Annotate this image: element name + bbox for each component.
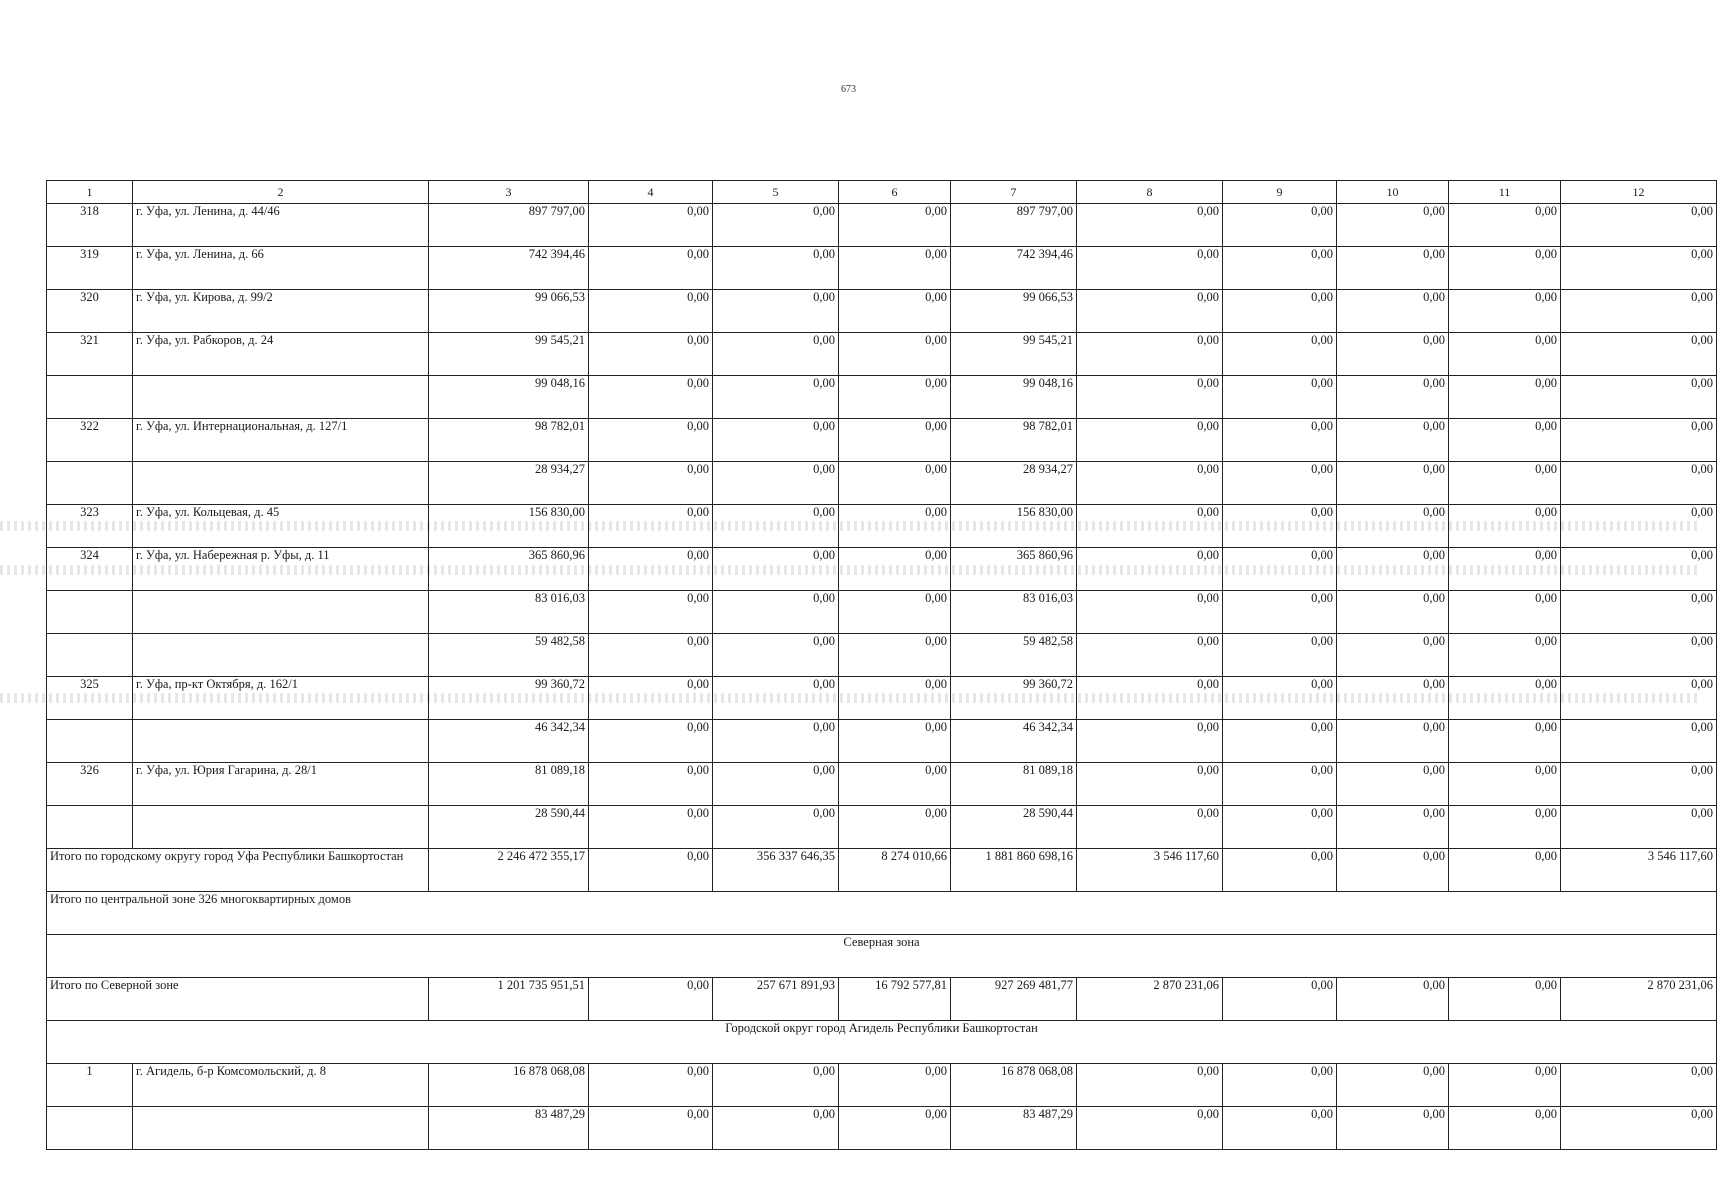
- amount-cell: 0,00: [1223, 333, 1337, 376]
- row-number-cell: 322: [47, 419, 133, 462]
- total-amount-cell: 2 246 472 355,17: [429, 849, 589, 892]
- amount-cell: 0,00: [839, 376, 951, 419]
- amount-cell: 0,00: [1449, 290, 1561, 333]
- amount-cell: 0,00: [589, 1064, 713, 1107]
- table-row: [47, 290, 1717, 333]
- amount-cell: 0,00: [1223, 720, 1337, 763]
- row-number-cell: [47, 720, 133, 763]
- address-cell: г. Уфа, ул. Ленина, д. 66: [133, 247, 429, 290]
- amount-cell: 0,00: [1449, 419, 1561, 462]
- amount-cell: 0,00: [839, 333, 951, 376]
- section-heading-row: [47, 935, 1717, 978]
- amount-cell: 0,00: [1449, 634, 1561, 677]
- table-row-continuation: [47, 462, 1717, 505]
- amount-cell: 0,00: [839, 505, 951, 548]
- amount-cell: 0,00: [1449, 247, 1561, 290]
- amount-cell: 0,00: [589, 677, 713, 720]
- column-number: 2: [133, 181, 429, 204]
- column-number: 11: [1449, 181, 1561, 204]
- column-number: 4: [589, 181, 713, 204]
- column-number: 1: [47, 181, 133, 204]
- amount-cell: 0,00: [1077, 677, 1223, 720]
- row-number-cell: 324: [47, 548, 133, 591]
- register-sheet: [46, 180, 1713, 1150]
- address-cell: [133, 634, 429, 677]
- table-row: [47, 1064, 1717, 1107]
- table-row-continuation: [47, 591, 1717, 634]
- amount-cell: 0,00: [1449, 677, 1561, 720]
- amount-cell: 365 860,96: [429, 548, 589, 591]
- amount-cell: 98 782,01: [429, 419, 589, 462]
- amount-cell: 0,00: [1449, 591, 1561, 634]
- total-amount-cell: 16 792 577,81: [839, 978, 951, 1021]
- amount-cell: 0,00: [1337, 634, 1449, 677]
- amount-cell: 897 797,00: [951, 204, 1077, 247]
- amount-cell: 16 878 068,08: [951, 1064, 1077, 1107]
- amount-cell: 0,00: [713, 376, 839, 419]
- amount-cell: 0,00: [713, 1064, 839, 1107]
- amount-cell: 0,00: [713, 634, 839, 677]
- row-number-cell: [47, 591, 133, 634]
- amount-cell: 83 016,03: [429, 591, 589, 634]
- total-amount-cell: 0,00: [1223, 849, 1337, 892]
- row-number-cell: 320: [47, 290, 133, 333]
- amount-cell: 0,00: [1223, 1107, 1337, 1150]
- amount-cell: 0,00: [839, 462, 951, 505]
- total-amount-cell: 1 201 735 951,51: [429, 978, 589, 1021]
- amount-cell: 0,00: [589, 333, 713, 376]
- column-number-row: [47, 181, 1717, 204]
- total-amount-cell: 1 881 860 698,16: [951, 849, 1077, 892]
- amount-cell: 0,00: [713, 763, 839, 806]
- address-cell: [133, 376, 429, 419]
- amount-cell: 0,00: [1077, 376, 1223, 419]
- amount-cell: 0,00: [839, 720, 951, 763]
- amount-cell: 99 545,21: [429, 333, 589, 376]
- amount-cell: 0,00: [1449, 376, 1561, 419]
- amount-cell: 0,00: [1561, 806, 1717, 849]
- table-row: [47, 204, 1717, 247]
- table-row-continuation: [47, 634, 1717, 677]
- amount-cell: 0,00: [1449, 204, 1561, 247]
- row-number-cell: 321: [47, 333, 133, 376]
- amount-cell: 0,00: [1337, 462, 1449, 505]
- zone-summary-row: [47, 892, 1717, 935]
- table-row: [47, 419, 1717, 462]
- row-number-cell: [47, 634, 133, 677]
- amount-cell: 0,00: [1337, 591, 1449, 634]
- address-cell: г. Уфа, ул. Набережная р. Уфы, д. 11: [133, 548, 429, 591]
- amount-cell: 81 089,18: [429, 763, 589, 806]
- amount-cell: 0,00: [1561, 634, 1717, 677]
- total-amount-cell: 0,00: [589, 978, 713, 1021]
- amount-cell: 0,00: [1561, 720, 1717, 763]
- table-row: [47, 677, 1717, 720]
- amount-cell: 0,00: [1077, 204, 1223, 247]
- total-amount-cell: 0,00: [589, 849, 713, 892]
- amount-cell: 0,00: [1337, 333, 1449, 376]
- total-amount-cell: 2 870 231,06: [1561, 978, 1717, 1021]
- total-amount-cell: 257 671 891,93: [713, 978, 839, 1021]
- amount-cell: 0,00: [589, 806, 713, 849]
- amount-cell: 0,00: [1223, 1064, 1337, 1107]
- row-number-cell: 1: [47, 1064, 133, 1107]
- total-row: [47, 978, 1717, 1021]
- amount-cell: 0,00: [839, 634, 951, 677]
- column-number: 8: [1077, 181, 1223, 204]
- amount-cell: 0,00: [589, 591, 713, 634]
- amount-cell: 0,00: [1077, 419, 1223, 462]
- amount-cell: 0,00: [589, 548, 713, 591]
- amount-cell: 0,00: [1337, 505, 1449, 548]
- amount-cell: 99 048,16: [429, 376, 589, 419]
- amount-cell: 0,00: [1561, 548, 1717, 591]
- amount-cell: 0,00: [1077, 634, 1223, 677]
- amount-cell: 0,00: [1449, 462, 1561, 505]
- amount-cell: 28 934,27: [429, 462, 589, 505]
- amount-cell: 0,00: [1449, 1064, 1561, 1107]
- amount-cell: 0,00: [1449, 333, 1561, 376]
- column-number: 3: [429, 181, 589, 204]
- address-cell: г. Уфа, ул. Рабкоров, д. 24: [133, 333, 429, 376]
- amount-cell: 0,00: [589, 634, 713, 677]
- total-amount-cell: 356 337 646,35: [713, 849, 839, 892]
- amount-cell: 0,00: [1077, 720, 1223, 763]
- row-number-cell: [47, 1107, 133, 1150]
- table-row-continuation: [47, 1107, 1717, 1150]
- amount-cell: 0,00: [589, 376, 713, 419]
- amount-cell: 0,00: [839, 290, 951, 333]
- amount-cell: 99 066,53: [951, 290, 1077, 333]
- amount-cell: 46 342,34: [951, 720, 1077, 763]
- amount-cell: 0,00: [713, 548, 839, 591]
- amount-cell: 83 487,29: [951, 1107, 1077, 1150]
- amount-cell: 0,00: [1337, 806, 1449, 849]
- address-cell: г. Уфа, ул. Кирова, д. 99/2: [133, 290, 429, 333]
- address-cell: г. Уфа, ул. Кольцевая, д. 45: [133, 505, 429, 548]
- row-number-cell: [47, 376, 133, 419]
- amount-cell: 0,00: [1449, 763, 1561, 806]
- amount-cell: 0,00: [839, 247, 951, 290]
- amount-cell: 83 487,29: [429, 1107, 589, 1150]
- section-heading: Городской округ город Агидель Республики Башкортостан: [47, 1021, 1717, 1064]
- amount-cell: 156 830,00: [951, 505, 1077, 548]
- amount-cell: 0,00: [1337, 376, 1449, 419]
- total-label: Итого по городскому округу город Уфа Республики Башкортостан: [47, 849, 429, 892]
- amount-cell: 0,00: [1223, 548, 1337, 591]
- total-amount-cell: 8 274 010,66: [839, 849, 951, 892]
- column-number: 10: [1337, 181, 1449, 204]
- amount-cell: 0,00: [1223, 376, 1337, 419]
- table-row: [47, 505, 1717, 548]
- amount-cell: 0,00: [1561, 505, 1717, 548]
- address-cell: г. Уфа, ул. Юрия Гагарина, д. 28/1: [133, 763, 429, 806]
- column-number: 9: [1223, 181, 1337, 204]
- column-number: 7: [951, 181, 1077, 204]
- column-number: 12: [1561, 181, 1717, 204]
- table-row-continuation: [47, 720, 1717, 763]
- total-row: [47, 849, 1717, 892]
- address-cell: [133, 591, 429, 634]
- amount-cell: 0,00: [1223, 419, 1337, 462]
- amount-cell: 0,00: [713, 419, 839, 462]
- amount-cell: 0,00: [713, 720, 839, 763]
- amount-cell: 742 394,46: [951, 247, 1077, 290]
- row-number-cell: 326: [47, 763, 133, 806]
- amount-cell: 0,00: [589, 204, 713, 247]
- amount-cell: 0,00: [589, 462, 713, 505]
- amount-cell: 98 782,01: [951, 419, 1077, 462]
- amount-cell: 0,00: [1077, 290, 1223, 333]
- section-heading: Северная зона: [47, 935, 1717, 978]
- amount-cell: 0,00: [713, 204, 839, 247]
- amount-cell: 0,00: [713, 1107, 839, 1150]
- amount-cell: 0,00: [1337, 1107, 1449, 1150]
- total-amount-cell: 0,00: [1223, 978, 1337, 1021]
- amount-cell: 156 830,00: [429, 505, 589, 548]
- amount-cell: 0,00: [1449, 720, 1561, 763]
- amount-cell: 59 482,58: [429, 634, 589, 677]
- amount-cell: 0,00: [713, 505, 839, 548]
- total-amount-cell: 2 870 231,06: [1077, 978, 1223, 1021]
- table-row: [47, 247, 1717, 290]
- total-amount-cell: 3 546 117,60: [1561, 849, 1717, 892]
- amount-cell: 0,00: [1561, 1064, 1717, 1107]
- amount-cell: 0,00: [1223, 204, 1337, 247]
- amount-cell: 0,00: [839, 204, 951, 247]
- amount-cell: 0,00: [1561, 204, 1717, 247]
- amount-cell: 0,00: [1077, 333, 1223, 376]
- amount-cell: 0,00: [1449, 505, 1561, 548]
- amount-cell: 0,00: [1337, 290, 1449, 333]
- amount-cell: 0,00: [1449, 548, 1561, 591]
- amount-cell: 0,00: [589, 763, 713, 806]
- amount-cell: 365 860,96: [951, 548, 1077, 591]
- amount-cell: 0,00: [589, 505, 713, 548]
- amount-cell: 0,00: [1077, 591, 1223, 634]
- amount-cell: 0,00: [713, 591, 839, 634]
- total-amount-cell: 0,00: [1449, 849, 1561, 892]
- amount-cell: 0,00: [1077, 1064, 1223, 1107]
- amount-cell: 0,00: [589, 419, 713, 462]
- table-row-continuation: [47, 376, 1717, 419]
- amount-cell: 0,00: [1337, 763, 1449, 806]
- address-cell: г. Уфа, пр-кт Октября, д. 162/1: [133, 677, 429, 720]
- table-row: [47, 763, 1717, 806]
- amount-cell: 0,00: [839, 591, 951, 634]
- amount-cell: 0,00: [1561, 677, 1717, 720]
- amount-cell: 28 590,44: [951, 806, 1077, 849]
- address-cell: г. Уфа, ул. Ленина, д. 44/46: [133, 204, 429, 247]
- amount-cell: 0,00: [1223, 505, 1337, 548]
- column-number: 6: [839, 181, 951, 204]
- amount-cell: 0,00: [1449, 806, 1561, 849]
- amount-cell: 0,00: [839, 548, 951, 591]
- row-number-cell: 323: [47, 505, 133, 548]
- total-amount-cell: 0,00: [1337, 978, 1449, 1021]
- amount-cell: 59 482,58: [951, 634, 1077, 677]
- amount-cell: 0,00: [1337, 1064, 1449, 1107]
- amount-cell: 0,00: [839, 763, 951, 806]
- amount-cell: 0,00: [839, 1107, 951, 1150]
- amount-cell: 83 016,03: [951, 591, 1077, 634]
- amount-cell: 99 360,72: [429, 677, 589, 720]
- amount-cell: 0,00: [1223, 634, 1337, 677]
- amount-cell: 0,00: [589, 290, 713, 333]
- amount-cell: 0,00: [589, 247, 713, 290]
- amount-cell: 0,00: [1077, 806, 1223, 849]
- amount-cell: 0,00: [1561, 419, 1717, 462]
- amount-cell: 0,00: [1077, 462, 1223, 505]
- amount-cell: 0,00: [1223, 247, 1337, 290]
- amount-cell: 0,00: [1449, 1107, 1561, 1150]
- amount-cell: 0,00: [839, 677, 951, 720]
- amount-cell: 897 797,00: [429, 204, 589, 247]
- amount-cell: 0,00: [1223, 763, 1337, 806]
- amount-cell: 0,00: [1561, 591, 1717, 634]
- amount-cell: 28 934,27: [951, 462, 1077, 505]
- table-row: [47, 548, 1717, 591]
- amount-cell: 0,00: [1223, 591, 1337, 634]
- address-cell: [133, 462, 429, 505]
- amount-cell: 0,00: [1077, 247, 1223, 290]
- amount-cell: 0,00: [1561, 1107, 1717, 1150]
- amount-cell: 99 066,53: [429, 290, 589, 333]
- total-amount-cell: 3 546 117,60: [1077, 849, 1223, 892]
- amount-cell: 46 342,34: [429, 720, 589, 763]
- amount-cell: 0,00: [1077, 1107, 1223, 1150]
- amount-cell: 0,00: [1223, 290, 1337, 333]
- amount-cell: 0,00: [713, 247, 839, 290]
- amount-cell: 0,00: [1561, 376, 1717, 419]
- amount-cell: 0,00: [1223, 462, 1337, 505]
- amount-cell: 0,00: [589, 720, 713, 763]
- amount-cell: 0,00: [839, 1064, 951, 1107]
- amount-cell: 0,00: [713, 290, 839, 333]
- amount-cell: 81 089,18: [951, 763, 1077, 806]
- amount-cell: 0,00: [1561, 290, 1717, 333]
- amount-cell: 0,00: [713, 806, 839, 849]
- amount-cell: 28 590,44: [429, 806, 589, 849]
- section-heading-row: [47, 1021, 1717, 1064]
- total-label: Итого по Северной зоне: [47, 978, 429, 1021]
- register-table: [46, 180, 1717, 1150]
- amount-cell: 0,00: [839, 806, 951, 849]
- row-number-cell: 325: [47, 677, 133, 720]
- zone-summary-text: Итого по центральной зоне 326 многоквартирных домов: [47, 892, 1717, 935]
- amount-cell: 99 048,16: [951, 376, 1077, 419]
- address-cell: [133, 806, 429, 849]
- amount-cell: 99 360,72: [951, 677, 1077, 720]
- amount-cell: 0,00: [713, 462, 839, 505]
- amount-cell: 0,00: [1337, 204, 1449, 247]
- amount-cell: 0,00: [1337, 677, 1449, 720]
- amount-cell: 0,00: [1077, 548, 1223, 591]
- amount-cell: 0,00: [713, 333, 839, 376]
- row-number-cell: 319: [47, 247, 133, 290]
- amount-cell: 0,00: [1337, 548, 1449, 591]
- row-number-cell: [47, 806, 133, 849]
- total-amount-cell: 0,00: [1337, 849, 1449, 892]
- address-cell: [133, 1107, 429, 1150]
- amount-cell: 0,00: [839, 419, 951, 462]
- total-amount-cell: 0,00: [1449, 978, 1561, 1021]
- amount-cell: 0,00: [1337, 720, 1449, 763]
- amount-cell: 0,00: [1337, 419, 1449, 462]
- amount-cell: 0,00: [1561, 247, 1717, 290]
- address-cell: г. Агидель, б-р Комсомольский, д. 8: [133, 1064, 429, 1107]
- amount-cell: 0,00: [1561, 763, 1717, 806]
- amount-cell: 0,00: [1561, 333, 1717, 376]
- total-amount-cell: 927 269 481,77: [951, 978, 1077, 1021]
- amount-cell: 16 878 068,08: [429, 1064, 589, 1107]
- amount-cell: 0,00: [1337, 247, 1449, 290]
- address-cell: г. Уфа, ул. Интернациональная, д. 127/1: [133, 419, 429, 462]
- amount-cell: 742 394,46: [429, 247, 589, 290]
- amount-cell: 0,00: [1077, 505, 1223, 548]
- amount-cell: 0,00: [1223, 806, 1337, 849]
- amount-cell: 0,00: [713, 677, 839, 720]
- column-number: 5: [713, 181, 839, 204]
- address-cell: [133, 720, 429, 763]
- table-row-continuation: [47, 806, 1717, 849]
- amount-cell: 0,00: [1223, 677, 1337, 720]
- amount-cell: 0,00: [1077, 763, 1223, 806]
- amount-cell: 0,00: [1561, 462, 1717, 505]
- page-number: 673: [841, 84, 856, 95]
- amount-cell: 99 545,21: [951, 333, 1077, 376]
- table-row: [47, 333, 1717, 376]
- amount-cell: 0,00: [589, 1107, 713, 1150]
- row-number-cell: 318: [47, 204, 133, 247]
- row-number-cell: [47, 462, 133, 505]
